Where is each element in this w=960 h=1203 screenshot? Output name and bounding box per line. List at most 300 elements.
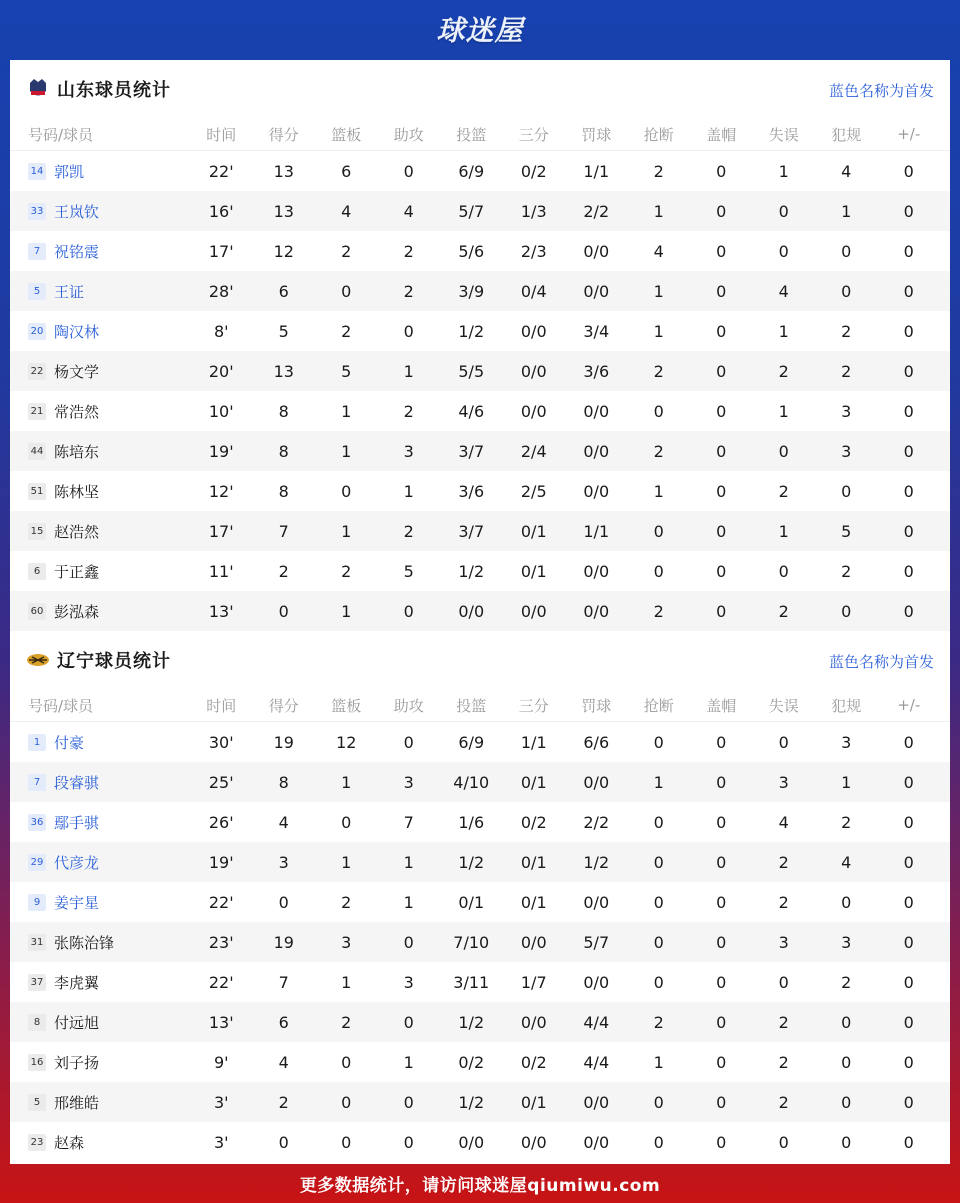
stat-cell: 2 [778, 1052, 789, 1072]
jersey-number-badge: 33 [28, 203, 46, 220]
stat-cell: 0 [841, 1092, 852, 1112]
stat-cell: 3 [403, 441, 414, 461]
player-cell[interactable] [10, 732, 190, 753]
player-row[interactable] [10, 351, 950, 391]
player-row[interactable] [10, 511, 950, 551]
liaoning-logo-icon [26, 648, 50, 672]
stat-cell: 8 [278, 441, 289, 461]
jersey-number-badge: 37 [28, 974, 46, 991]
stat-cell: 1/1 [583, 161, 610, 181]
stat-cell: 0 [403, 601, 414, 621]
stat-cell: 0/0 [583, 1132, 610, 1152]
stat-cell: 6/9 [458, 161, 485, 181]
column-header: 盖帽 [706, 125, 737, 144]
stat-cell: 0 [716, 481, 727, 501]
player-cell[interactable] [10, 521, 190, 542]
stat-cell: 1 [403, 852, 414, 872]
stat-cell: 1 [341, 772, 352, 792]
player-name[interactable]: 李虎翼 [54, 973, 100, 992]
jersey-number-badge: 5 [28, 283, 46, 300]
stat-cell: 3/7 [458, 521, 485, 541]
stat-cell: 4/4 [583, 1052, 610, 1072]
player-name[interactable]: 陶汉林 [54, 322, 100, 341]
stat-cell: 1 [841, 201, 852, 221]
stat-cell: 20' [208, 361, 234, 381]
stat-cell: 3' [213, 1092, 229, 1112]
stat-cell: 2 [778, 852, 789, 872]
stat-cell: 0 [716, 241, 727, 261]
stat-cell: 6 [278, 1012, 289, 1032]
stat-cell: 1/2 [458, 852, 485, 872]
stat-cell: 13 [273, 201, 294, 221]
column-header: 篮板 [331, 125, 362, 144]
column-header: +/- [897, 696, 921, 714]
stat-cell: 1 [341, 852, 352, 872]
stat-cell: 1 [653, 1052, 664, 1072]
jersey-number-badge: 20 [28, 323, 46, 340]
stat-cell: 0 [278, 1132, 289, 1152]
stat-cell: 26' [208, 812, 234, 832]
column-header: 时间 [206, 125, 237, 144]
stat-cell: 0 [403, 732, 414, 752]
stat-cell: 8' [213, 321, 229, 341]
stat-cell: 0/0 [583, 401, 610, 421]
stat-cell: 1/2 [583, 852, 610, 872]
stat-cell: 0/0 [583, 241, 610, 261]
stat-cell: 0 [716, 732, 727, 752]
stat-cell: 3 [841, 732, 852, 752]
stat-cell: 0 [903, 321, 914, 341]
player-name[interactable]: 王证 [54, 282, 85, 301]
stat-cell: 2/5 [520, 481, 547, 501]
stat-cell: 0 [653, 401, 664, 421]
stat-cell: 0 [903, 561, 914, 581]
player-cell[interactable] [10, 201, 190, 222]
player-name[interactable]: 张陈治锋 [54, 933, 115, 952]
player-cell[interactable] [10, 892, 190, 913]
player-name[interactable]: 彭泓森 [54, 602, 100, 621]
stat-cell: 0/0 [583, 601, 610, 621]
column-header-row [10, 689, 950, 722]
jersey-number-badge: 23 [28, 1134, 46, 1151]
player-name[interactable]: 邢维皓 [54, 1093, 100, 1112]
stat-cell: 0 [903, 361, 914, 381]
stat-cell: 1 [403, 1052, 414, 1072]
stat-cell: 7 [278, 521, 289, 541]
stat-cell: 0/0 [520, 932, 547, 952]
stat-cell: 3 [778, 772, 789, 792]
stat-cell: 0 [903, 1052, 914, 1072]
player-cell[interactable] [10, 972, 190, 993]
stat-cell: 2 [653, 601, 664, 621]
player-name[interactable]: 段睿骐 [54, 773, 100, 792]
jersey-number-badge: 60 [28, 603, 46, 620]
player-row[interactable] [10, 882, 950, 922]
team-title: 山东球员统计 [57, 80, 171, 101]
stat-cell: 1 [341, 972, 352, 992]
stat-cell: 0 [403, 1012, 414, 1032]
stat-cell: 2/4 [520, 441, 547, 461]
player-name[interactable]: 陈林坚 [54, 482, 100, 501]
player-row[interactable] [10, 1122, 950, 1162]
player-name[interactable]: 赵森 [54, 1133, 85, 1152]
stat-cell: 3/4 [583, 321, 610, 341]
stat-cell: 0 [903, 161, 914, 181]
stat-cell: 0 [341, 1052, 352, 1072]
player-cell[interactable] [10, 852, 190, 873]
jersey-number-badge: 16 [28, 1054, 46, 1071]
stat-cell: 0 [653, 521, 664, 541]
stat-cell: 0 [903, 1012, 914, 1032]
player-row[interactable] [10, 1002, 950, 1042]
player-name[interactable]: 姜宇星 [54, 893, 100, 912]
stat-cell: 1/2 [458, 1092, 485, 1112]
stat-cell: 0/1 [520, 561, 547, 581]
stat-cell: 1 [778, 401, 789, 421]
stat-cell: 16' [208, 201, 234, 221]
stat-cell: 2/3 [520, 241, 547, 261]
player-name[interactable]: 于正鑫 [54, 562, 100, 581]
stat-cell: 2 [653, 161, 664, 181]
stat-cell: 0/0 [520, 361, 547, 381]
player-row[interactable] [10, 1042, 950, 1082]
stat-cell: 2 [653, 441, 664, 461]
stat-cell: 0 [716, 1092, 727, 1112]
player-cell[interactable] [10, 601, 190, 622]
jersey-number-badge: 51 [28, 483, 46, 500]
team-header [10, 631, 950, 689]
player-name[interactable]: 常浩然 [54, 402, 100, 421]
stat-cell: 19' [208, 441, 234, 461]
player-row[interactable] [10, 551, 950, 591]
player-name[interactable]: 刘子扬 [54, 1053, 100, 1072]
stat-cell: 4 [341, 201, 352, 221]
player-row[interactable] [10, 722, 950, 762]
stat-cell: 3 [403, 772, 414, 792]
stat-cell: 0 [778, 201, 789, 221]
stat-cell: 4 [778, 281, 789, 301]
stat-cell: 2 [278, 561, 289, 581]
stat-cell: 0 [841, 241, 852, 261]
stat-cell: 0/0 [458, 601, 485, 621]
player-row[interactable] [10, 842, 950, 882]
player-cell[interactable] [10, 161, 190, 182]
stat-cell: 8 [278, 401, 289, 421]
stat-cell: 1/3 [520, 201, 547, 221]
jersey-number-badge: 22 [28, 363, 46, 380]
player-cell[interactable] [10, 1092, 190, 1113]
stat-cell: 3 [841, 932, 852, 952]
player-row[interactable] [10, 1082, 950, 1122]
stat-cell: 2 [841, 361, 852, 381]
stat-cell: 0 [778, 1132, 789, 1152]
stat-cell: 3/6 [583, 361, 610, 381]
stat-cell: 0/0 [583, 561, 610, 581]
stat-cell: 0 [903, 1092, 914, 1112]
player-name[interactable]: 祝铭震 [54, 242, 100, 261]
stat-cell: 1 [778, 321, 789, 341]
player-cell[interactable] [10, 1052, 190, 1073]
stat-cell: 2 [341, 1012, 352, 1032]
stat-cell: 4/10 [453, 772, 490, 792]
stat-cell: 2 [278, 1092, 289, 1112]
column-header: 投篮 [456, 125, 487, 144]
stat-cell: 0 [903, 772, 914, 792]
player-name[interactable]: 代彦龙 [54, 853, 100, 872]
stat-cell: 2 [403, 241, 414, 261]
stat-cell: 0 [903, 932, 914, 952]
stat-cell: 0/0 [583, 1092, 610, 1112]
stat-cell: 2 [778, 892, 789, 912]
stat-cell: 4 [278, 1052, 289, 1072]
stat-cell: 0 [403, 1092, 414, 1112]
jersey-number-badge: 21 [28, 403, 46, 420]
stat-cell: 0 [841, 1132, 852, 1152]
player-row[interactable] [10, 591, 950, 631]
stat-cell: 0 [903, 201, 914, 221]
stat-cell: 1/1 [520, 732, 547, 752]
stat-cell: 0 [903, 241, 914, 261]
stat-cell: 3' [213, 1132, 229, 1152]
jersey-number-badge: 14 [28, 163, 46, 180]
stat-cell: 3 [341, 932, 352, 952]
stat-cell: 0/0 [583, 772, 610, 792]
stat-cell: 0/0 [583, 972, 610, 992]
stat-cell: 8 [278, 772, 289, 792]
stat-cell: 0 [716, 521, 727, 541]
column-header: 得分 [268, 125, 299, 144]
stat-cell: 0/1 [520, 1092, 547, 1112]
stat-cell: 0 [716, 1052, 727, 1072]
player-row[interactable] [10, 802, 950, 842]
column-header: 犯规 [831, 125, 862, 144]
stat-cell: 0 [653, 932, 664, 952]
jersey-number-badge: 36 [28, 814, 46, 831]
stat-cell: 0 [903, 481, 914, 501]
stat-cell: 0/2 [520, 1052, 547, 1072]
stat-cell: 0 [653, 1092, 664, 1112]
player-name[interactable]: 陈培东 [54, 442, 100, 461]
player-cell[interactable] [10, 321, 190, 342]
player-cell[interactable] [10, 812, 190, 833]
site-logo: 球迷屋 [436, 14, 524, 47]
player-row[interactable] [10, 762, 950, 802]
stat-cell: 2/2 [583, 201, 610, 221]
stat-cell: 4 [403, 201, 414, 221]
stat-cell: 5 [403, 561, 414, 581]
player-cell[interactable] [10, 401, 190, 422]
player-row[interactable] [10, 431, 950, 471]
player-row[interactable] [10, 271, 950, 311]
stat-cell: 0/4 [520, 281, 547, 301]
stat-cell: 0/1 [458, 892, 485, 912]
player-name[interactable]: 付豪 [54, 733, 85, 752]
player-cell[interactable] [10, 361, 190, 382]
stat-cell: 0 [716, 201, 727, 221]
stat-cell: 2 [841, 972, 852, 992]
stat-cell: 2 [778, 481, 789, 501]
team-header [10, 60, 950, 118]
stat-cell: 1 [653, 201, 664, 221]
column-header: 时间 [206, 696, 237, 715]
player-name[interactable]: 杨文学 [54, 362, 100, 381]
stat-cell: 1 [341, 521, 352, 541]
player-row[interactable] [10, 471, 950, 511]
shandong-logo-icon [26, 77, 50, 101]
stat-cell: 0 [903, 1132, 914, 1152]
stat-cell: 0 [841, 481, 852, 501]
stat-cell: 0 [778, 972, 789, 992]
stat-cell: 2 [341, 241, 352, 261]
column-header: 抢断 [643, 125, 674, 144]
stat-cell: 4/4 [583, 1012, 610, 1032]
player-name[interactable]: 鄢手骐 [54, 813, 100, 832]
column-header: 助攻 [393, 125, 424, 144]
stat-cell: 5 [278, 321, 289, 341]
player-cell[interactable] [10, 281, 190, 302]
stat-cell: 3 [841, 441, 852, 461]
stat-cell: 0/1 [520, 892, 547, 912]
stat-cell: 0 [716, 321, 727, 341]
player-cell[interactable] [10, 241, 190, 262]
stat-cell: 4 [841, 852, 852, 872]
stat-cell: 1 [653, 481, 664, 501]
stat-cell: 0 [653, 1132, 664, 1152]
stat-cell: 0 [903, 972, 914, 992]
jersey-number-badge: 15 [28, 523, 46, 540]
stat-cell: 5/5 [458, 361, 485, 381]
player-cell[interactable] [10, 932, 190, 953]
stat-cell: 1/1 [583, 521, 610, 541]
player-cell[interactable] [10, 1132, 190, 1153]
stat-cell: 0/0 [520, 1132, 547, 1152]
stat-cell: 0 [341, 481, 352, 501]
stat-cell: 10' [208, 401, 234, 421]
stat-cell: 5 [841, 521, 852, 541]
stat-cell: 0 [903, 521, 914, 541]
stat-cell: 2 [341, 892, 352, 912]
stat-cell: 5/6 [458, 241, 485, 261]
stat-cell: 0 [653, 972, 664, 992]
stat-cell: 0 [403, 321, 414, 341]
stat-cell: 13 [273, 161, 294, 181]
team-title: 辽宁球员统计 [57, 651, 171, 672]
column-header-row [10, 118, 950, 151]
jersey-number-badge: 7 [28, 243, 46, 260]
stat-cell: 6 [341, 161, 352, 181]
player-name[interactable]: 郭凯 [54, 162, 85, 181]
stat-cell: 0 [903, 401, 914, 421]
stat-cell: 0/1 [520, 852, 547, 872]
stat-cell: 0 [716, 972, 727, 992]
stat-cell: 5/7 [583, 932, 610, 952]
player-row[interactable] [10, 311, 950, 351]
column-header: 助攻 [393, 696, 424, 715]
stat-cell: 2 [778, 1092, 789, 1112]
player-cell[interactable] [10, 1012, 190, 1033]
column-header: 失误 [768, 696, 799, 715]
stat-cell: 2 [778, 361, 789, 381]
player-row[interactable] [10, 231, 950, 271]
stat-cell: 0 [841, 892, 852, 912]
stat-cell: 2 [403, 281, 414, 301]
stat-cell: 0/1 [520, 521, 547, 541]
column-header: 犯规 [831, 696, 862, 715]
player-cell[interactable] [10, 561, 190, 582]
stat-cell: 2 [841, 812, 852, 832]
stat-cell: 2 [403, 521, 414, 541]
player-row[interactable] [10, 922, 950, 962]
column-header: 抢断 [643, 696, 674, 715]
stat-cell: 22' [208, 972, 234, 992]
player-cell[interactable] [10, 772, 190, 793]
player-name[interactable]: 付远旭 [54, 1013, 100, 1032]
column-header: 号码/球员 [28, 125, 94, 144]
column-header: 篮板 [331, 696, 362, 715]
player-cell[interactable] [10, 481, 190, 502]
stat-cell: 1/6 [458, 812, 485, 832]
player-row[interactable] [10, 191, 950, 231]
column-header: 投篮 [456, 696, 487, 715]
stat-cell: 2/2 [583, 812, 610, 832]
starter-legend: 蓝色名称为首发 [828, 82, 934, 100]
stat-cell: 3/6 [458, 481, 485, 501]
stat-cell: 0/0 [458, 1132, 485, 1152]
stat-cell: 2 [778, 1012, 789, 1032]
stat-cell: 12' [208, 481, 234, 501]
stat-cell: 1 [778, 161, 789, 181]
stat-cell: 3/7 [458, 441, 485, 461]
stat-cell: 12 [273, 241, 294, 261]
player-name[interactable]: 王岚钦 [54, 202, 100, 221]
stat-cell: 1 [403, 361, 414, 381]
stat-cell: 8 [278, 481, 289, 501]
stat-cell: 0 [903, 812, 914, 832]
stat-cell: 1/2 [458, 561, 485, 581]
stat-cell: 0 [716, 161, 727, 181]
stat-cell: 2 [403, 401, 414, 421]
player-row[interactable] [10, 962, 950, 1002]
stat-cell: 7 [403, 812, 414, 832]
stat-cell: 1 [841, 772, 852, 792]
player-cell[interactable] [10, 441, 190, 462]
stat-cell: 1 [341, 401, 352, 421]
stat-cell: 1/2 [458, 321, 485, 341]
footer-banner[interactable]: 更多数据统计，请访问球迷屋qiumiwu.com [299, 1176, 661, 1196]
stat-cell: 0 [341, 812, 352, 832]
stat-cell: 19' [208, 852, 234, 872]
stat-cell: 6/9 [458, 732, 485, 752]
stat-cell: 0 [341, 1132, 352, 1152]
player-row[interactable] [10, 391, 950, 431]
stat-cell: 23' [208, 932, 234, 952]
stat-cell: 0 [778, 241, 789, 261]
stat-cell: 1 [653, 772, 664, 792]
stat-cell: 0 [903, 601, 914, 621]
stat-cell: 0 [716, 812, 727, 832]
stat-cell: 0 [716, 1012, 727, 1032]
column-header: 号码/球员 [28, 696, 94, 715]
player-row[interactable] [10, 151, 950, 191]
stat-cell: 0 [716, 401, 727, 421]
stat-cell: 3 [778, 932, 789, 952]
stat-cell: 2 [841, 561, 852, 581]
stat-cell: 0/0 [583, 892, 610, 912]
player-name[interactable]: 赵浩然 [54, 522, 100, 541]
stat-cell: 2 [653, 1012, 664, 1032]
stat-cell: 0 [716, 852, 727, 872]
stat-cell: 0 [778, 732, 789, 752]
